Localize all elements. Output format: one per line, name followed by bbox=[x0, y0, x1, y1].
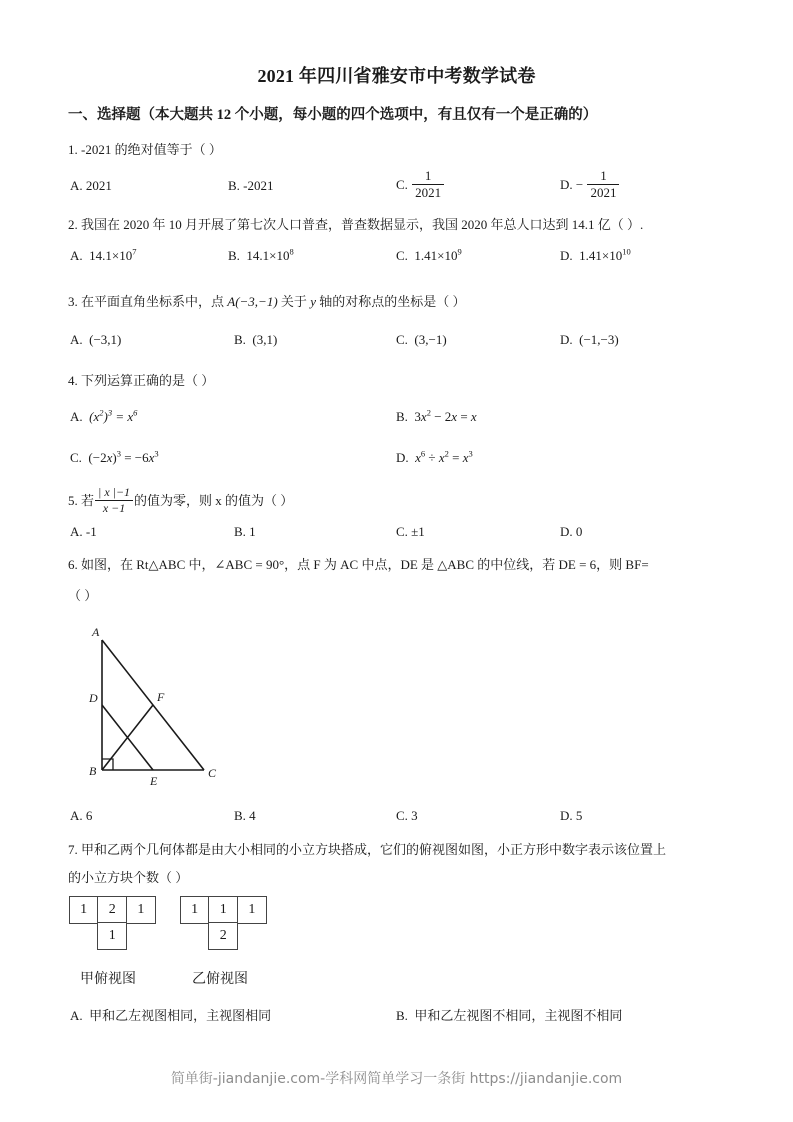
vertex-label-E: E bbox=[150, 774, 158, 788]
grid-cell: 1 bbox=[237, 896, 267, 924]
option-label: B. bbox=[234, 332, 246, 347]
question-7-text-1: 甲和乙两个几何体都是由大小相同的小立方块搭成，它们的俯视图如图，小正方形中数字表示该位置上 bbox=[81, 842, 667, 857]
question-4-number: 4. bbox=[68, 373, 78, 388]
question-6-stem-line2 bbox=[68, 586, 97, 606]
minus-sign: − bbox=[575, 177, 584, 193]
option-mantissa: 14.1×10 bbox=[246, 248, 290, 263]
fraction-numerator: 1 bbox=[424, 168, 432, 183]
option-label: A. bbox=[70, 1008, 83, 1023]
option-label: B. bbox=[234, 808, 246, 823]
grid-row-bottom bbox=[70, 924, 156, 951]
top-view-grid-yi bbox=[181, 897, 267, 950]
question-6-number: 6. bbox=[68, 557, 78, 572]
question-4-option-c[interactable] bbox=[70, 450, 159, 466]
question-6-option-a[interactable] bbox=[70, 808, 92, 824]
option-text: ±1 bbox=[411, 524, 425, 539]
option-expression: $(x^2)^3 = x^6$ bbox=[89, 407, 138, 424]
grid-cell: 1 bbox=[69, 896, 99, 924]
option-label: B. bbox=[396, 409, 408, 424]
question-5-option-d[interactable] bbox=[560, 524, 582, 540]
question-7-number: 7. bbox=[68, 842, 78, 857]
option-label: B. bbox=[234, 524, 246, 539]
fraction-neg-1-over-2021 bbox=[587, 169, 619, 201]
question-1-number: 1. bbox=[68, 142, 78, 157]
grid-row-bottom bbox=[181, 924, 267, 951]
triangle-svg bbox=[68, 622, 268, 797]
question-3-option-b[interactable] bbox=[234, 332, 277, 348]
option-text: 0 bbox=[575, 524, 583, 539]
triangle-figure-abc bbox=[68, 622, 268, 797]
question-1-option-c[interactable] bbox=[396, 170, 445, 202]
option-mantissa: 1.41×10 bbox=[414, 248, 458, 263]
grid-cell: 1 bbox=[126, 896, 156, 924]
fraction-1-over-2021 bbox=[412, 169, 444, 201]
question-2-stem bbox=[68, 215, 643, 235]
question-3-option-a[interactable] bbox=[70, 332, 121, 348]
option-exponent: 9 bbox=[457, 246, 462, 257]
section-heading: 一、选择题（本大题共 12 个小题，每小题的四个选项中，有且仅有一个是正确的） bbox=[68, 107, 598, 123]
question-4-stem bbox=[68, 371, 214, 391]
grid-cell-empty bbox=[69, 922, 99, 950]
option-expression: $x^6 \div x^2 = x^3$ bbox=[415, 448, 473, 465]
question-7-text-2: 的小立方块个数（ ） bbox=[68, 870, 189, 885]
option-label: C. bbox=[396, 524, 408, 539]
question-3-axis: y bbox=[310, 294, 316, 309]
vertex-label-D: D bbox=[89, 691, 98, 705]
question-6-option-c[interactable] bbox=[396, 808, 418, 824]
option-label: D. bbox=[560, 248, 573, 263]
vertex-label-C: C bbox=[208, 766, 217, 780]
question-5-option-a[interactable] bbox=[70, 524, 97, 540]
vertex-label-B: B bbox=[89, 764, 97, 778]
fraction-numerator: | x |−1 bbox=[98, 485, 131, 499]
option-label: C. bbox=[396, 332, 408, 347]
question-1-text: -2021 的绝对值等于（ ） bbox=[81, 142, 222, 157]
question-1-option-a[interactable] bbox=[70, 178, 112, 194]
top-view-grid-jia bbox=[70, 897, 156, 950]
question-4-text: 下列运算正确的是（ ） bbox=[81, 373, 215, 388]
option-expression: $(-2x)^3 = -6x^3$ bbox=[88, 448, 159, 465]
option-exponent: 7 bbox=[132, 246, 137, 257]
option-text: -1 bbox=[85, 524, 97, 539]
question-6-stem-line1 bbox=[68, 555, 649, 575]
question-5-text-suffix: 的值为零，则 x 的值为（ ） bbox=[134, 492, 294, 508]
question-3-text-mid: 关于 bbox=[277, 294, 311, 309]
option-label: C. bbox=[396, 808, 408, 823]
question-6-option-b[interactable] bbox=[234, 808, 256, 824]
option-label: A. bbox=[70, 409, 83, 424]
question-7-option-b[interactable] bbox=[396, 1005, 622, 1024]
grid-cell: 1 bbox=[180, 896, 210, 924]
question-3-stem bbox=[68, 292, 465, 312]
option-label: D. bbox=[560, 177, 573, 193]
question-1-option-d[interactable] bbox=[560, 170, 620, 202]
grid-caption-yi: 乙俯视图 bbox=[192, 971, 248, 987]
question-4-option-a[interactable] bbox=[70, 409, 137, 425]
option-label: B. bbox=[228, 178, 240, 193]
question-6-option-d[interactable] bbox=[560, 808, 582, 824]
option-text: -2021 bbox=[243, 178, 274, 193]
question-6-text-1: 如图，在 Rt△ABC 中，∠ABC = 90°，点 F 为 AC 中点，DE 是 △ABC 的中位线，若 DE = 6，则 BF= bbox=[81, 557, 649, 572]
option-label: C. bbox=[396, 248, 408, 263]
option-text: 5 bbox=[575, 808, 583, 823]
option-label: D. bbox=[560, 808, 573, 823]
fraction-numerator: 1 bbox=[600, 168, 607, 183]
grid-row-top bbox=[181, 897, 267, 924]
option-mantissa: 14.1×10 bbox=[89, 248, 133, 263]
question-5-option-b[interactable] bbox=[234, 524, 256, 540]
footer-watermark: 简单街-jiandanjie.com-学科网简单学习一条街 https://jiandanjie.com bbox=[170, 1071, 623, 1087]
question-2-number: 2. bbox=[68, 217, 78, 232]
option-label: A. bbox=[70, 178, 83, 193]
option-text: 1 bbox=[249, 524, 256, 539]
question-7-option-a[interactable] bbox=[70, 1005, 271, 1024]
option-label: D. bbox=[560, 332, 573, 347]
grid-cell: 2 bbox=[208, 922, 238, 950]
option-label: A. bbox=[70, 248, 83, 263]
grid-cell-empty bbox=[237, 922, 267, 950]
option-text: 3 bbox=[411, 808, 418, 823]
question-5-option-c[interactable] bbox=[396, 524, 425, 540]
question-3-option-d[interactable] bbox=[560, 332, 619, 348]
fraction-abs-x-minus-1-over-x-minus-1 bbox=[95, 486, 133, 516]
grid-cell: 1 bbox=[97, 922, 127, 950]
question-2-option-a[interactable] bbox=[70, 248, 136, 264]
question-3-number: 3. bbox=[68, 294, 78, 309]
option-text: (−1,−3) bbox=[579, 332, 619, 347]
option-label: A. bbox=[70, 808, 83, 823]
question-7-stem-line2 bbox=[68, 868, 188, 888]
question-2-option-b[interactable] bbox=[228, 248, 294, 264]
question-4-option-b[interactable] bbox=[396, 409, 477, 425]
fraction-denominator: 2021 bbox=[587, 184, 619, 201]
question-1-stem bbox=[68, 140, 222, 160]
grid-cell-empty bbox=[180, 922, 210, 950]
option-exponent: 8 bbox=[289, 246, 294, 257]
option-label: D. bbox=[396, 450, 409, 465]
option-text: 甲和乙左视图相同，主视图相同 bbox=[89, 1008, 272, 1023]
option-label: D. bbox=[560, 524, 573, 539]
question-3-text-prefix: 在平面直角坐标系中，点 bbox=[81, 294, 228, 309]
vertex-label-A: A bbox=[92, 625, 100, 639]
grid-cell-empty bbox=[126, 922, 156, 950]
question-3-text-suffix: 轴的对称点的坐标是（ ） bbox=[315, 294, 466, 309]
fraction-denominator: 2021 bbox=[412, 184, 444, 201]
page-title: 2021 年四川省雅安市中考数学试卷 bbox=[257, 66, 536, 86]
question-5-stem bbox=[68, 487, 293, 517]
option-label: C. bbox=[70, 450, 82, 465]
option-text: (3,1) bbox=[252, 332, 278, 347]
question-5-text-prefix: 若 bbox=[81, 492, 95, 508]
question-1-option-b[interactable] bbox=[228, 178, 274, 194]
question-3-point: A(−3,−1) bbox=[227, 294, 278, 309]
question-7-stem-line1 bbox=[68, 840, 666, 860]
fraction-denominator: x −1 bbox=[95, 500, 133, 516]
question-2-option-d[interactable] bbox=[560, 248, 631, 264]
question-2-text: 我国在 2020 年 10 月开展了第七次人口普查，普查数据显示，我国 2020 年总人口达到 14.1 亿（ ）. bbox=[81, 217, 644, 232]
question-5-number: 5. bbox=[68, 492, 78, 508]
option-exponent: 10 bbox=[622, 246, 631, 257]
question-6-text-2: （ ） bbox=[68, 588, 98, 603]
option-label: A. bbox=[70, 332, 83, 347]
option-label: B. bbox=[228, 248, 240, 263]
option-label: A. bbox=[70, 524, 83, 539]
vertex-label-F: F bbox=[157, 690, 165, 704]
option-text: (−3,1) bbox=[89, 332, 122, 347]
grid-caption-jia: 甲俯视图 bbox=[80, 971, 136, 987]
option-text: (3,−1) bbox=[414, 332, 447, 347]
option-label: B. bbox=[396, 1008, 408, 1023]
grid-cell: 1 bbox=[208, 896, 238, 924]
grid-row-top bbox=[70, 897, 156, 924]
option-text: 6 bbox=[85, 808, 93, 823]
question-2-option-c[interactable] bbox=[396, 248, 462, 264]
question-4-option-d[interactable] bbox=[396, 450, 473, 466]
option-text: 4 bbox=[249, 808, 256, 823]
option-label: C. bbox=[396, 177, 408, 193]
option-expression: $3x^2 - 2x = x$ bbox=[414, 407, 477, 424]
grid-cell: 2 bbox=[97, 896, 127, 924]
question-3-option-c[interactable] bbox=[396, 332, 447, 348]
option-mantissa: 1.41×10 bbox=[579, 248, 623, 263]
option-text: 2021 bbox=[85, 178, 112, 193]
option-text: 甲和乙左视图不相同，主视图不相同 bbox=[414, 1008, 623, 1023]
